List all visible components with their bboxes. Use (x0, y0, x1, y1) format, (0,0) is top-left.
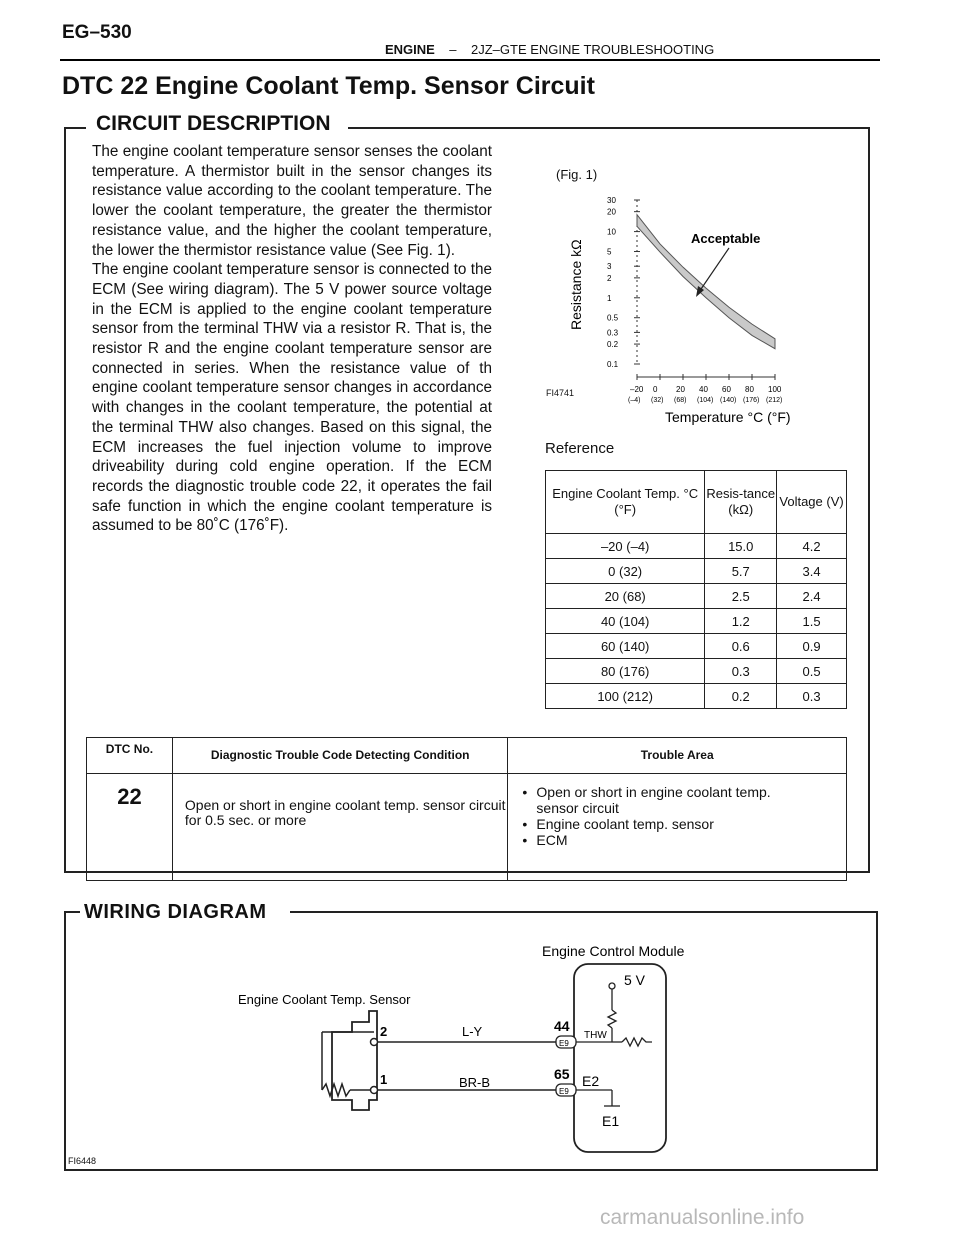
table-row (546, 534, 847, 559)
x-tick-label-f: (32) (651, 397, 664, 404)
y-axis-label: Resistance kΩ (568, 239, 584, 330)
y-tick-label: 0.5 (607, 313, 619, 323)
ecm-label: Engine Control Module (542, 943, 685, 959)
table-row (546, 559, 847, 584)
terminal-44-label: 44 (554, 1018, 570, 1034)
table-row (546, 659, 847, 684)
section-separator: – (449, 42, 457, 57)
table-row (546, 609, 847, 634)
y-tick-label: 20 (607, 207, 616, 217)
table-row (546, 584, 847, 609)
section-header (385, 42, 714, 57)
frame-top-line (290, 911, 878, 913)
page-number: EG–530 (62, 22, 132, 43)
resistance-cell: 0.2 (705, 684, 777, 709)
voltage-cell: 1.5 (777, 609, 847, 634)
resistance-cell: 15.0 (705, 534, 777, 559)
frame-top-line (348, 127, 870, 129)
resistance-cell: 2.5 (705, 584, 777, 609)
table-row (546, 634, 847, 659)
reference-header-row (546, 471, 847, 534)
resistance-cell: 0.6 (705, 634, 777, 659)
watermark: carmanualsonline.info (600, 1206, 805, 1229)
thermistor-symbol (322, 1084, 350, 1096)
temp-cell: 0 (32) (546, 559, 705, 584)
y-tick-label: 1 (607, 293, 612, 303)
frame-top-line (64, 911, 80, 913)
voltage-cell: 0.9 (777, 634, 847, 659)
pin-1-node (371, 1087, 378, 1094)
connector-e9-top-label: E9 (559, 1039, 569, 1048)
dtc-table (86, 737, 847, 881)
y-tick-label: 2 (607, 273, 612, 283)
list-item-continuation: sensor circuit (536, 800, 619, 816)
frame-top-line (64, 127, 86, 129)
section-name: ENGINE (385, 42, 435, 57)
header-rule (60, 59, 880, 61)
x-ticks (628, 374, 782, 404)
x-tick-label-c: –20 (630, 385, 644, 394)
x-tick-label-c: 100 (768, 385, 782, 394)
pullup-resistor (608, 1010, 616, 1028)
dtc-condition: Open or short in engine coolant temp. sensor circuit for 0.5 sec. or more (172, 774, 508, 881)
x-tick-label-f: (104) (697, 397, 714, 404)
description-paragraph-1: The engine coolant temperature sensor senses the coolant temperature. A thermistor built in the sensor changes its resistance value according to the coolant temperature. The lower the coolant temperature, the greater the thermistor resistance value, and the higher the coolant temperature, the lower the thermistor resistance value (See Fig. 1). (92, 143, 492, 259)
pin-2-node (371, 1039, 378, 1046)
y-tick-label: 0.3 (607, 328, 619, 338)
voltage-cell: 3.4 (777, 559, 847, 584)
dtc-trouble-area (508, 774, 847, 881)
x-tick-label-c: 60 (722, 385, 731, 394)
x-tick-label-c: 0 (653, 385, 658, 394)
table-row (87, 774, 847, 881)
y-tick-label: 30 (607, 196, 616, 205)
x-tick-label-c: 20 (676, 385, 685, 394)
resistance-chart (545, 180, 845, 425)
list-item: • Engine coolant temp. sensor (522, 816, 714, 832)
e2-label: E2 (582, 1073, 600, 1089)
e1-label: E1 (602, 1113, 620, 1129)
x-tick-label-f: (–4) (628, 397, 641, 404)
circuit-description-text (92, 142, 492, 536)
description-paragraph-2: The engine coolant temperature sensor is connected to the ECM (See wiring diagram). The 5 V power source voltage in the ECM is applied to the engine coolant temperature sensor from the terminal THW via a resistor R. That is, the resistor R and the engine coolant temperature sensor are connected in series. When the resistance value of th engine coolant temperature sensor changes in accordance with changes in the coolant temperature, the potential at the terminal THW also changes. Based on this signal, the ECM increases the fuel injection volume to improve driveability during cold engine operation. If the ECM records the diagnostic trouble code 22, it operates the fail safe function in which the engine coolant temperature is assumed to be 80˚C (176˚F). (92, 261, 492, 535)
reference-col-temp: Engine Coolant Temp. °C (°F) (546, 471, 705, 534)
temp-cell: 40 (104) (546, 609, 705, 634)
y-tick-label: 10 (607, 227, 616, 237)
wiring-diagram-heading: WIRING DIAGRAM (84, 901, 267, 923)
voltage-cell: 4.2 (777, 534, 847, 559)
terminal-65-label: 65 (554, 1066, 570, 1082)
x-tick-label-f: (68) (674, 397, 687, 404)
connector-e9-bottom-label: E9 (559, 1087, 569, 1096)
thw-label: THW (584, 1030, 607, 1041)
reference-col-voltage: Voltage (V) (777, 471, 847, 534)
wiring-diagram-id: FI6448 (68, 1156, 97, 1166)
table-row (546, 684, 847, 709)
figure-label: (Fig. 1) (556, 167, 598, 182)
x-tick-label-c: 80 (745, 385, 754, 394)
dtc-col-area: Trouble Area (508, 738, 847, 774)
sensor-label: Engine Coolant Temp. Sensor (238, 992, 411, 1007)
temp-cell: –20 (–4) (546, 534, 705, 559)
temp-cell: 60 (140) (546, 634, 705, 659)
reference-col-resistance: Resis-tance (kΩ) (705, 471, 777, 534)
circuit-description-heading: CIRCUIT DESCRIPTION (96, 112, 331, 135)
ecm-box (574, 964, 666, 1152)
temp-cell: 100 (212) (546, 684, 705, 709)
y-tick-label: 0.2 (607, 340, 619, 350)
voltage-cell: 2.4 (777, 584, 847, 609)
vcc-label: 5 V (624, 972, 646, 988)
x-tick-label-f: (140) (720, 397, 737, 404)
subsection-name: 2JZ–GTE ENGINE TROUBLESHOOTING (470, 42, 715, 57)
figure-id: FI4741 (546, 388, 575, 398)
dtc-header-row (87, 738, 847, 774)
list-item: • ECM (522, 832, 568, 848)
x-tick-label-f: (212) (766, 397, 783, 404)
reference-table (545, 470, 847, 709)
temp-cell: 80 (176) (546, 659, 705, 684)
voltage-cell: 0.3 (777, 684, 847, 709)
wire-ly-label: L-Y (462, 1024, 483, 1039)
wire-brb-label: BR-B (459, 1075, 491, 1090)
dtc-code: 22 (87, 774, 173, 881)
wiring-diagram (64, 930, 878, 1170)
resistance-cell: 0.3 (705, 659, 777, 684)
y-tick-label: 3 (607, 262, 612, 272)
x-tick-label-f: (176) (743, 397, 760, 404)
buffer-resistor (622, 1038, 652, 1046)
pin-1-label: 1 (380, 1072, 388, 1087)
voltage-cell: 0.5 (777, 659, 847, 684)
x-axis-label: Temperature °C (°F) (665, 409, 791, 425)
temp-cell: 20 (68) (546, 584, 705, 609)
acceptable-arrow (699, 248, 729, 292)
y-ticks (607, 196, 640, 369)
list-item: • Open or short in engine coolant temp. (522, 784, 771, 800)
dtc-col-number: DTC No. (87, 738, 173, 774)
y-tick-label: 5 (607, 247, 612, 257)
reference-label: Reference (545, 440, 615, 457)
resistance-cell: 5.7 (705, 559, 777, 584)
vcc-node (609, 983, 615, 989)
page-title: DTC 22 Engine Coolant Temp. Sensor Circuit (62, 72, 595, 100)
acceptable-label: Acceptable (691, 231, 761, 246)
x-tick-label-c: 40 (699, 385, 708, 394)
y-tick-label: 0.1 (607, 360, 619, 369)
resistance-cell: 1.2 (705, 609, 777, 634)
dtc-col-condition: Diagnostic Trouble Code Detecting Condition (172, 738, 508, 774)
pin-2-label: 2 (380, 1024, 388, 1039)
